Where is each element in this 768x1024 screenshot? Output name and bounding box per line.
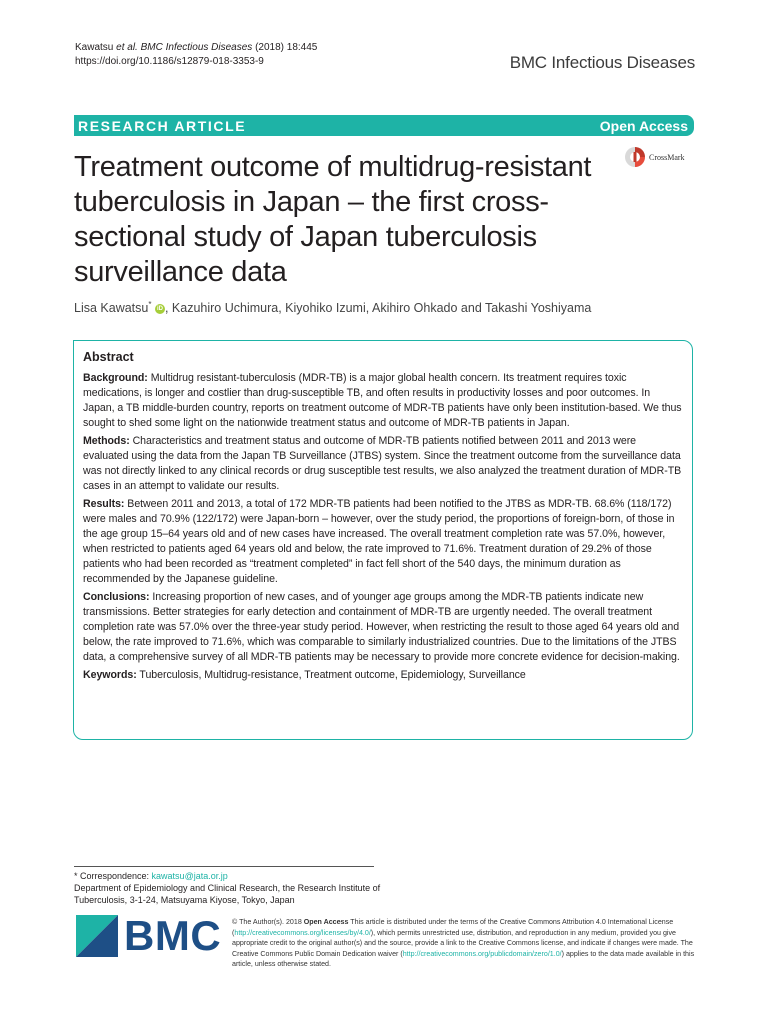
orcid-icon[interactable]: iD [156, 305, 163, 312]
abstract-conclusions: Conclusions: Increasing proportion of new cases, and of younger age groups among the MDR-TB patients indicate new transmissions. Better strategies for early detection and containment of MDR-TB are urgently needed. The overall treatment completion rate was 57.0% over the three-year study period. However, when restricting the result to those aged 64 years old and below, the rate improved to 71.6%, which was comparable to similarly industrialized countries. Due to the limitations of the JTBS data, a comprehensive survey of all MDR-TB patients may be necessary to provide more concrete evidence for decision-making. [83, 591, 680, 663]
bmc-logo-icon [76, 915, 118, 957]
bmc-logo-text: BMC [124, 912, 222, 959]
citation-journal: et al. BMC Infectious Diseases [116, 42, 253, 53]
abstract-heading: Abstract [83, 350, 134, 364]
citation-header [75, 41, 317, 69]
crossmark-icon [624, 146, 646, 168]
author-list [74, 300, 591, 315]
footnote-divider [74, 866, 374, 867]
abstract-results: Results: Between 2011 and 2013, a total of 172 MDR-TB patients had been notified to the JTBS as MDR-TB. 68.6% (118/172) were males and 70.9% (122/172) were Japan-born – however, over the study period, the proportions of foreign-born, of those in the age group 15–64 years old and of new cases have increased. The overall treatment completion rate was 57.0%, however, when restricted to patients aged 64 years old and below, the rate improved to 71.6%. Treatment duration of 29.2% of those patients who had been recorded as “treatment completed” in fact fell short of the 540 days, the minimum duration as recommended by the Japanese guideline. [83, 498, 675, 585]
journal-name: BMC Infectious Diseases [509, 53, 695, 72]
crossmark-label: CrossMark [649, 152, 685, 162]
bmc-logo [76, 912, 221, 960]
author-first[interactable]: Lisa Kawatsu [74, 301, 149, 316]
abstract-methods: Methods: Characteristics and treatment status and outcome of MDR-TB patients notified between 2011 and 2013 were evaluated using the data from the Japan TB Surveillance (JTBS) system. Since the treatment outcome from the surveillance data was not directly linked to any clinical records or drug susceptible test results, we also analyzed the treatment duration of MDR-TB cases in an attempt to validate our results. [83, 435, 682, 492]
article-type-banner [74, 115, 694, 136]
license-link-zero[interactable]: http://creativecommons.org/publicdomain/zero/1.0/ [402, 949, 562, 958]
license-link-by[interactable]: http://creativecommons.org/licenses/by/4.0/ [234, 928, 371, 937]
open-access-label: Open Access [599, 117, 688, 134]
correspondence-footnote [74, 870, 394, 906]
license-statement: © The Author(s). 2018 Open Access This article is distributed under the terms of the Creative Commons Attribution 4.0 International License (http://creativecommons.org/licenses/by/4.0/), which permits unrestricted use, distribution, and reproduction in any medium, provided you give appropriate credit to the original author(s) and the source, provide a link to the Creative Commons license, and indicate if changes were made. The Creative Commons Public Domain Dedication waiver (http://creativecommons.org/publicdomain/zero/1.0/) applies to the data made available in this article, unless otherwise stated. [232, 918, 695, 969]
abstract-keywords: Keywords: Tuberculosis, Multidrug-resistance, Treatment outcome, Epidemiology, Surveillance [83, 669, 526, 681]
doi-link[interactable]: https://doi.org/10.1186/s12879-018-3353-9 [75, 56, 264, 67]
correspondence-email[interactable]: kawatsu@jata.or.jp [151, 871, 228, 881]
author-rest: , Kazuhiro Uchimura, Kiyohiko Izumi, Akihiro Ohkado and Takashi Yoshiyama [164, 301, 592, 316]
abstract-background: Background: Multidrug resistant-tuberculosis (MDR-TB) is a major global health concern. Its treatment requires toxic medications, is longer and costlier than drug-susceptible TB, and often results in productivity losses and poor outcomes. In Japan, a TB middle-burden country, reports on treatment outcome of MDR-TB patients have only been institution-based. We thus sought to shed some light on the nationwide treatment status and outcome of MDR-TB patients in Japan. [83, 372, 682, 429]
article-type-label: RESEARCH ARTICLE [78, 117, 247, 134]
citation-line: Kawatsu et al. BMC Infectious Diseases (2018) 18:445 [75, 42, 318, 53]
correspondence-line: * Correspondence: kawatsu@jata.or.jp [74, 871, 228, 881]
affiliation: Department of Epidemiology and Clinical Research, the Research Institute of Tuberculosis, 3-1-24, Matsuyama Kiyose, Tokyo, Japan [74, 883, 381, 905]
article-title: Treatment outcome of multidrug-resistant tuberculosis in Japan – the first cross-sectional study of Japan tuberculosis surveillance data [74, 151, 592, 288]
crossmark-badge[interactable] [624, 146, 685, 168]
abstract-box [73, 340, 693, 740]
corresponding-mark: * [148, 300, 152, 309]
